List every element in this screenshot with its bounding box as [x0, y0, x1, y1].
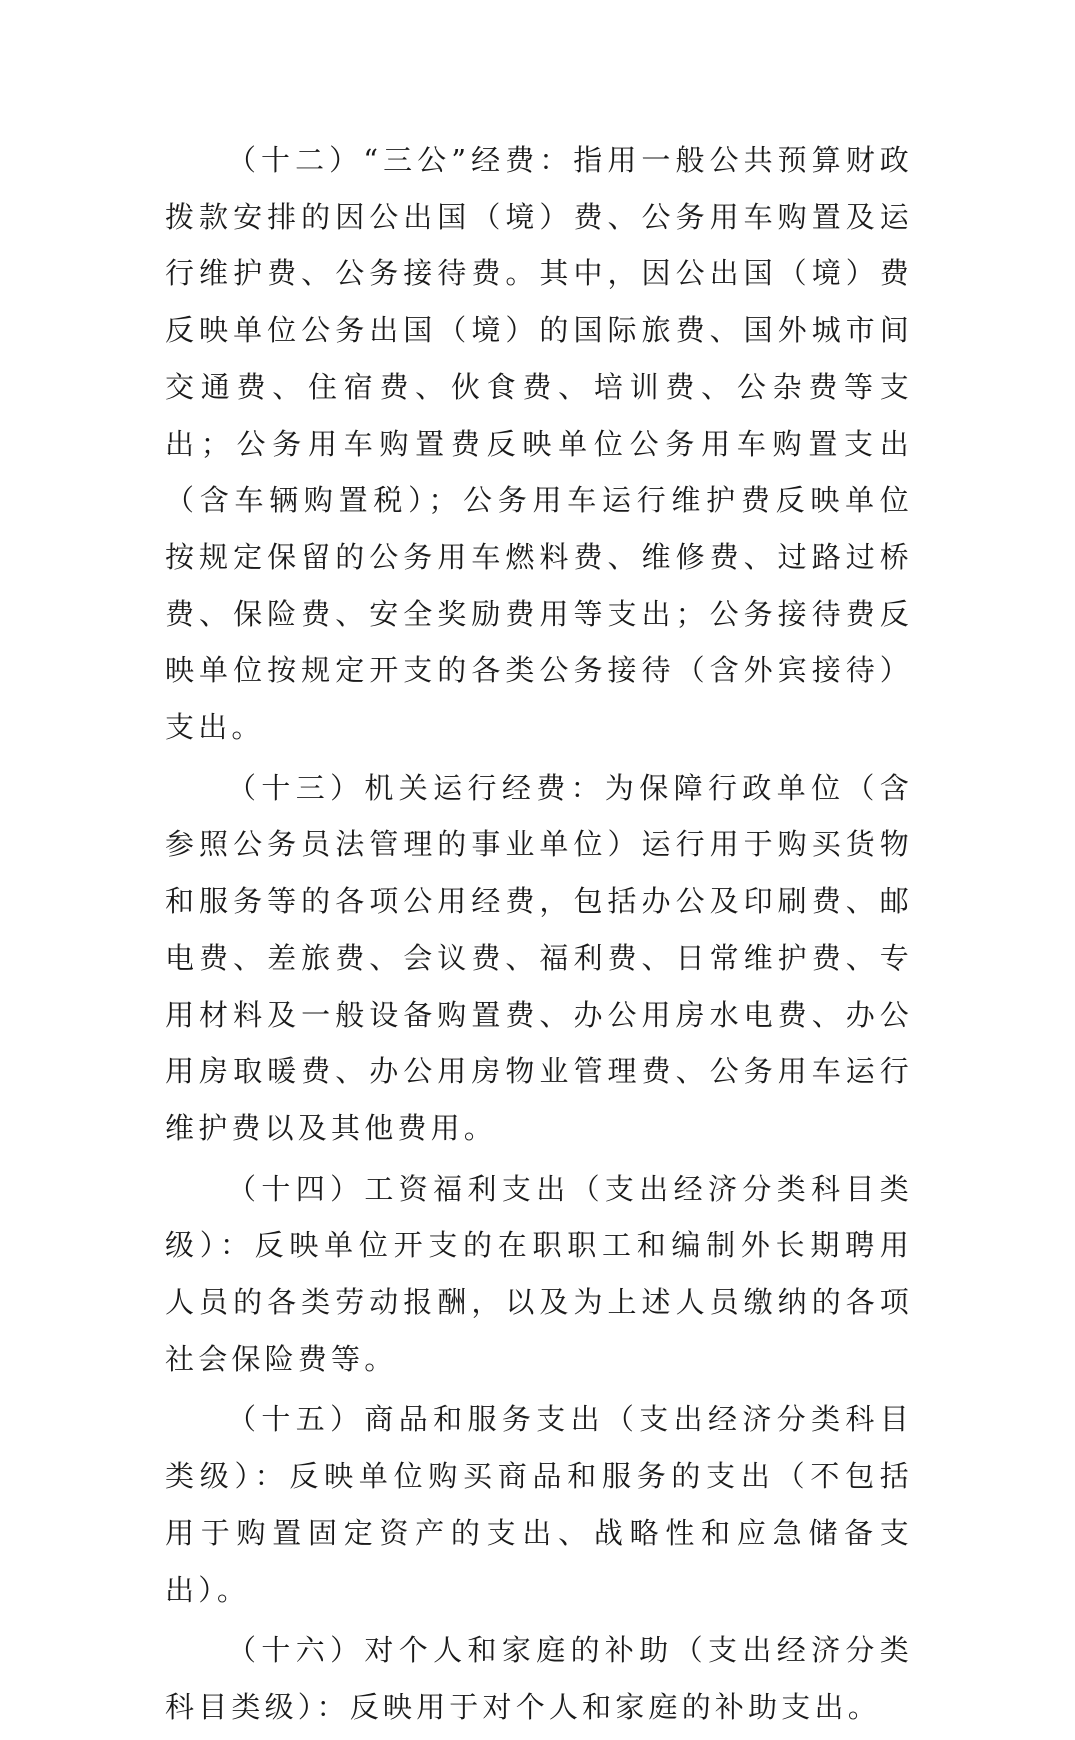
paragraph-16-household-subsidies: （十六）对个人和家庭的补助（支出经济分类科目类级）：反映用于对个人和家庭的补助支出。 [165, 1633, 913, 1724]
paragraph-12-three-public-expenses: （十二）“三公”经费：指用一般公共预算财政拨款安排的因公出国（境）费、公务用车购置及运行维护费、公务接待费。其中，因公出国（境）费反映单位公务出国（境）的国际旅费、国外城市间交通费、住宿费、伙食费、培训费、公杂费等支出；公务用车购置费反映单位公务用车购置支出（含车辆购置税）；公务用车运行维护费反映单位按规定保留的公务用车燃料费、维修费、过路过桥费、保险费、安全奖励费用等支出；公务接待费反映单位按规定开支的各类公务接待（含外宾接待）支出。 [165, 143, 913, 745]
paragraph-13-agency-operating-expenses: （十三）机关运行经费：为保障行政单位（含参照公务员法管理的事业单位）运行用于购买货物和服务等的各项公用经费，包括办公及印刷费、邮电费、差旅费、会议费、福利费、日常维护费、专用材料及一般设备购置费、办公用房水电费、办公用房取暖费、办公用房物业管理费、公务用车运行维护费以及其他费用。 [165, 770, 913, 1145]
document-body [165, 132, 913, 1740]
paragraph-15-goods-services-expenditure: （十五）商品和服务支出（支出经济分类科目类级）：反映单位购买商品和服务的支出（不包括用于购置固定资产的支出、战略性和应急储备支出）。 [165, 1402, 913, 1607]
paragraph-14-wage-welfare-expenditure: （十四）工资福利支出（支出经济分类科目类级）：反映单位开支的在职职工和编制外长期聘用人员的各类劳动报酬，以及为上述人员缴纳的各项社会保险费等。 [165, 1171, 913, 1376]
